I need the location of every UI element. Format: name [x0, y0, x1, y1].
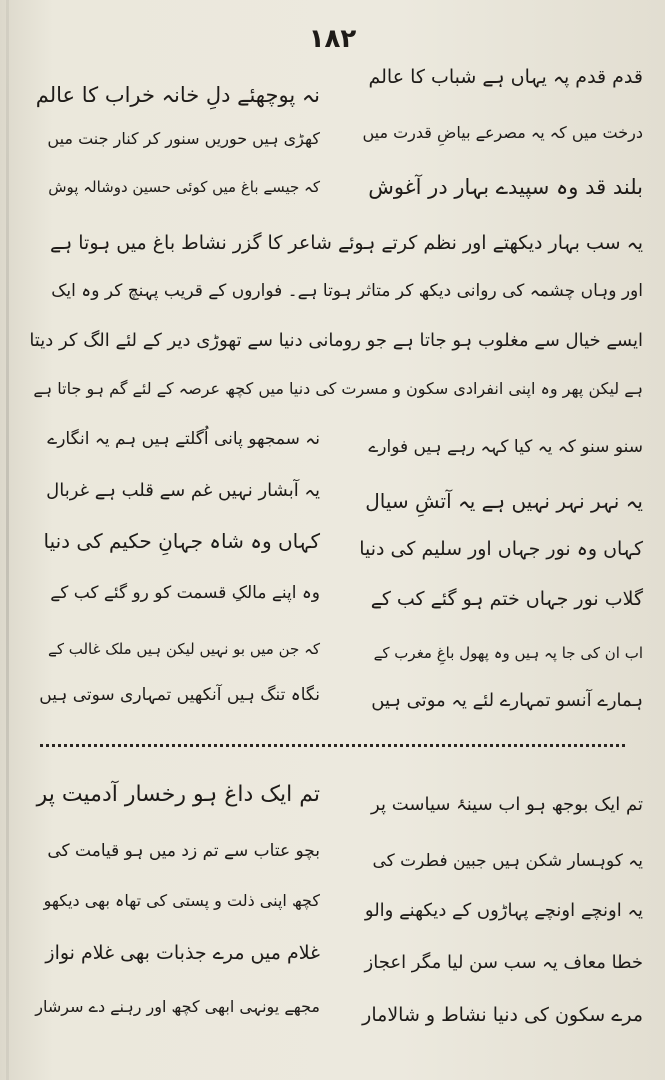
- prose-line: اور وہاں چشمہ کی روانی دیکھ کر متاثر ہوتا ہے۔ فواروں کے قریب پہنچ کر وہ ایک: [51, 281, 643, 301]
- verse-line: کھڑی ہیں حوریں سنور کر کنار جنت میں: [47, 129, 320, 148]
- verse-line: کچھ اپنی ذلت و پستی کی تھاہ بھی دیکھو: [43, 891, 320, 910]
- verse-line: گلاب نور جہاں ختم ہو گئے کب کے: [370, 588, 643, 610]
- verse-line: مرے سکون کی دنیا نشاط و شالامار: [362, 1004, 643, 1026]
- verse-line: نہ سمجھو پانی اُگلتے ہیں ہم یہ انگارے: [47, 429, 320, 449]
- verse-line: یہ کوہسار شکن ہیں جبین فطرت کی: [372, 851, 643, 871]
- verse-line: وہ اپنے مالکِ قسمت کو رو گئے کب کے: [50, 583, 320, 603]
- verse-line: ہمارے آنسو تمہارے لئے یہ موتی ہیں: [371, 690, 643, 711]
- verse-line: نگاہ تنگ ہیں آنکھیں تمہاری سوتی ہیں: [39, 685, 320, 705]
- verse-line: قدم قدم پہ یہاں ہے شباب کا عالم: [368, 66, 643, 88]
- verse-line: تم ایک داغ ہو رخسار آدمیت پر: [36, 782, 320, 807]
- prose-line: ایسے خیال سے مغلوب ہو جاتا ہے جو رومانی دنیا سے تھوڑی دیر کے لئے الگ کر دیتا: [29, 330, 643, 351]
- verse-line: یہ آبشار نہیں غم سے قلب ہے غربال: [46, 480, 320, 501]
- verse-line: خطا معاف یہ سب سن لیا مگر اعجاز: [364, 952, 643, 973]
- verse-line: بلند قد وہ سپیدے بہار در آغوش: [368, 175, 643, 199]
- verse-line: سنو سنو کہ یہ کیا کہہ رہے ہیں فوارے: [368, 437, 643, 457]
- verse-line: یہ اونچے اونچے پہاڑوں کے دیکھنے والو: [364, 900, 643, 921]
- prose-line: ہے لیکن پھر وہ اپنی انفرادی سکون و مسرت کی دنیا میں کچھ عرصہ کے لئے گم ہو جاتا ہے: [33, 379, 643, 398]
- verse-line: تم ایک بوجھ ہو اب سینۂ سیاست پر: [371, 794, 643, 815]
- prose-line: یہ سب بہار دیکھتے اور نظم کرتے ہوئے شاعر کا گزر نشاط باغ میں ہوتا ہے: [49, 232, 643, 254]
- verse-line: کہ جیسے باغ میں کوئی حسین دوشالہ پوش: [48, 178, 320, 196]
- dotted-separator: [40, 744, 625, 747]
- verse-line: کہاں وہ نور جہاں اور سلیم کی دنیا: [359, 538, 643, 560]
- verse-line: یہ نہر نہر نہیں ہے یہ آتشِ سیال: [365, 489, 643, 513]
- page-binding-shadow: [6, 0, 9, 1080]
- page-number: ۱۸۲: [308, 24, 357, 54]
- verse-line: کہ جن میں بو نہیں لیکن ہیں ملک غالب کے: [48, 640, 320, 658]
- verse-line: درخت میں کہ یہ مصرعے بیاضِ قدرت میں: [362, 123, 643, 142]
- verse-line: نہ پوچھئے دلِ خانہ خراب کا عالم: [35, 83, 320, 107]
- verse-line: بچو عتاب سے تم زد میں ہو قیامت کی: [47, 841, 320, 861]
- verse-line: مجھے یونہی ابھی کچھ اور رہنے دے سرشار: [35, 997, 320, 1016]
- verse-line: کہاں وہ شاہ جہانِ حکیم کی دنیا: [43, 529, 320, 553]
- verse-line: غلام میں مرے جذبات بھی غلام نواز: [45, 942, 320, 964]
- verse-line: اب ان کی جا پہ ہیں وہ پھول باغِ مغرب کے: [373, 644, 643, 662]
